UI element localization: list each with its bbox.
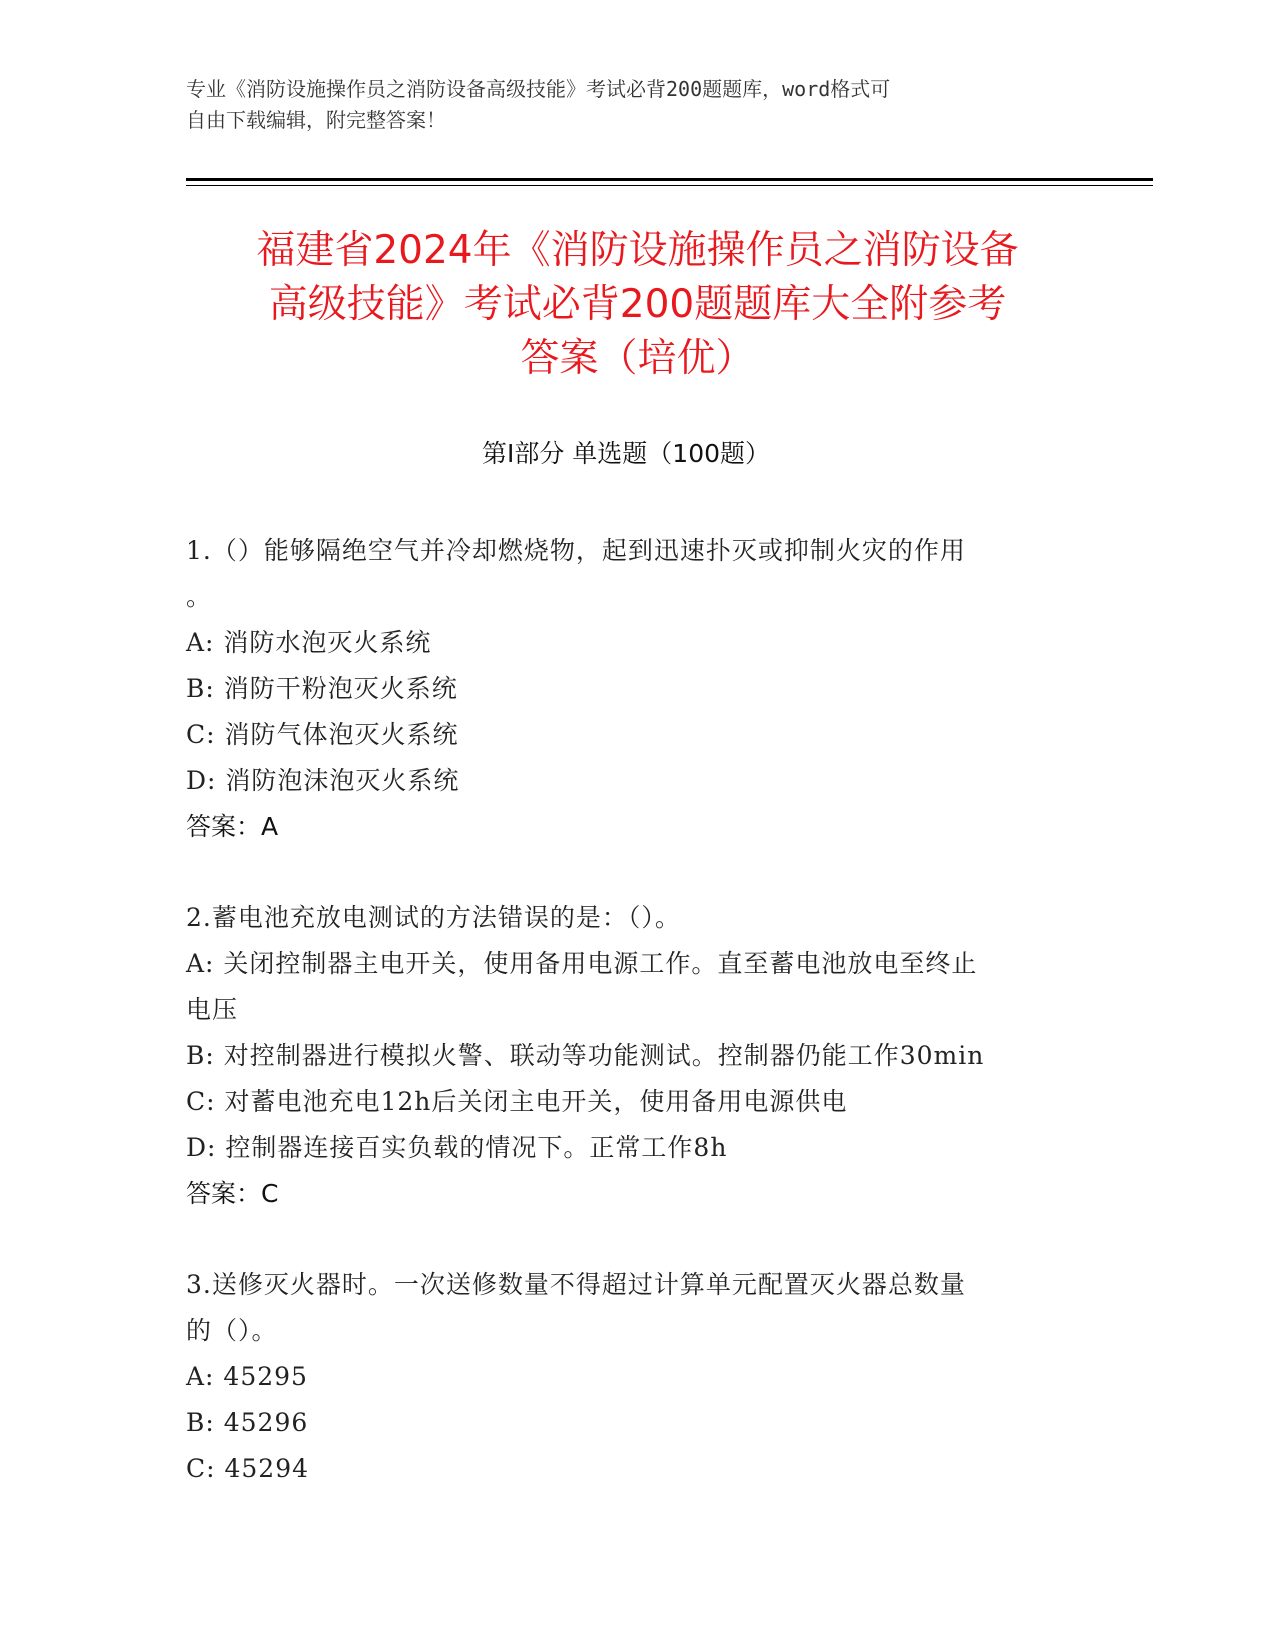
answer-line: 答案：C xyxy=(186,1179,279,1208)
section-heading: 第I部分 单选题（100题） xyxy=(481,439,771,468)
question-stem: 3.送修灭火器时。一次送修数量不得超过计算单元配置灭火器总数量 xyxy=(186,1270,966,1299)
title-line-2: 高级技能》考试必背200题题库大全附参考 xyxy=(268,282,1007,327)
option-a: A: 消防水泡灭火系统 xyxy=(186,628,432,657)
header-divider-thick xyxy=(186,178,1153,181)
option-c: C: 对蓄电池充电12h后关闭主电开关，使用备用电源供电 xyxy=(186,1087,848,1116)
option-c: C: 45294 xyxy=(186,1454,310,1483)
question-stem-continued: 。 xyxy=(186,582,213,611)
question-3 xyxy=(186,1262,1078,1492)
document-title xyxy=(160,224,1115,386)
question-stem-continued: 的（）。 xyxy=(186,1316,278,1345)
question-1 xyxy=(186,528,1078,850)
option-a: A: 关闭控制器主电开关，使用备用电源工作。直至蓄电池放电至终止 xyxy=(186,949,978,978)
question-list xyxy=(186,528,1078,1537)
title-line-3: 答案（培优） xyxy=(520,336,755,381)
option-b: B: 45296 xyxy=(186,1408,309,1437)
option-a-continued: 电压 xyxy=(186,995,239,1024)
title-line-1: 福建省2024年《消防设施操作员之消防设备 xyxy=(256,228,1019,273)
header-divider-thin xyxy=(186,185,1153,186)
intro-line-1: 专业《消防设施操作员之消防设备高级技能》考试必背200题题库，word格式可 xyxy=(186,77,891,101)
question-stem: 2.蓄电池充放电测试的方法错误的是：（）。 xyxy=(186,903,681,932)
question-stem: 1.（）能够隔绝空气并冷却燃烧物，起到迅速扑灭或抑制火灾的作用 xyxy=(186,536,966,565)
option-b: B: 消防干粉泡灭火系统 xyxy=(186,674,458,703)
option-a: A: 45295 xyxy=(186,1362,308,1391)
option-d: D: 消防泡沫泡灭火系统 xyxy=(186,766,460,795)
intro-line-2: 自由下载编辑，附完整答案！ xyxy=(186,108,446,132)
option-c: C: 消防气体泡灭火系统 xyxy=(186,720,459,749)
option-d: D: 控制器连接百实负载的情况下。正常工作8h xyxy=(186,1133,728,1162)
option-b: B: 对控制器进行模拟火警、联动等功能测试。控制器仍能工作30min xyxy=(186,1041,985,1070)
question-2 xyxy=(186,895,1078,1217)
document-intro xyxy=(186,74,1066,136)
answer-line: 答案：A xyxy=(186,812,279,841)
